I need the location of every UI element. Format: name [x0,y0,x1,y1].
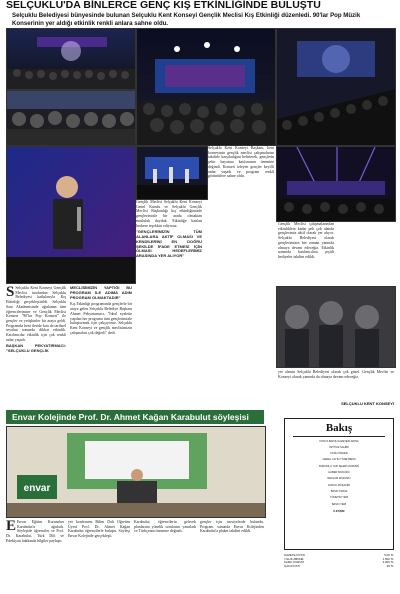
stage-image [137,29,275,145]
concert-photo-center [136,28,276,146]
envar-photo [6,426,266,518]
price-label: GAZETE FİYATI [284,553,305,557]
headline: SELÇUKLU'DA BİNLERCE GENÇ KIŞ ETKİNLİĞİNDE BULUŞTU [6,0,321,11]
crowd-image [7,91,135,145]
concert-photo-right [276,28,396,146]
speaker-photo [6,146,136,284]
stage-photo-wide [276,146,396,222]
article2-col4 [200,520,264,592]
article1-col1-text: Selçuklu Kent Konseyi Gençlik Meclisi tarafından Selçuklu Belediyesi katkılarıyla Kış Etkinliği gerçekleştirildi. Selçuklu Saat Akademisinde ağırlanan tüm öğrencilerimize ve Gençlik Meclisi Konseri "90'lar Pop Konseri" ile gençler ve yetişkinler bir araya geldi. Programda kent ileride katı da tarihsel seyahat sonunda dikkat etkinlik. Katılımcılar etkinlik için çok renkli anlar yaşadı. [6,286,66,342]
price-value: 5,00 TL [384,553,394,557]
article1-col3 [136,200,202,406]
divider [293,436,385,437]
price-label: KAMU KURUM [284,560,304,565]
envar-logo-text: envar [23,483,51,494]
imprint-line: HUKUK MÜŞAVİRİ [327,483,351,487]
auditorium-image [7,427,265,517]
price-table [284,554,394,568]
article2-col2 [68,520,130,592]
article2-col4-text: gençler için tavsiyelerde bulundu. Program sonunda Envar Kolejinden Karabulut'a plaket takdim edildi. [200,520,264,534]
dropcap: S [6,286,15,300]
price-value: 1.500 TL [382,556,394,561]
price-row [284,565,394,569]
imprint-line: İMTİYAZ SAHİBİ [329,445,349,449]
article2-col3-text: Karabulut, öğrencilerin gelecek planlarına yönelik sorularını yanıtladı ve Türkçenin önemine değindi. [134,520,196,534]
stage-photo-small [136,146,208,200]
article2-col3 [134,520,196,592]
price-label: İLAN FİYATI [284,563,300,568]
crowd-photo-left [6,90,136,146]
article1-col2-text: Kış Etkinliği programında gençlerle bir araya gelen Selçuklu Belediye Başkanı Ahmet Pekyatırmacı, "İdeal eyalette yapılan her programı tüm gençlerimizle buluşturmak için çalışıyoruz. Selçuklu Kent Konseyi ve gençlik meclisimizin çalışmaları çok değerli" dedi. [70,302,132,335]
article2-dropcap: E [6,520,17,534]
imprint-line: REKLAM MÜDÜRÜ [327,477,351,481]
article1-col4 [208,146,274,406]
article1-col2 [70,286,132,406]
article2-col1 [6,520,64,592]
imprint-box [284,418,394,550]
venue-image [277,29,395,145]
imprint-line: YÖNETİM YERİ [329,496,349,500]
audience-image [277,287,395,367]
price-value: 35 TL [386,563,394,568]
price-label: YILLIK ABONE [284,556,304,561]
article1-col4-text: Selçuklu Kent Konseyi Başkanı, kent konseyinin gençlik meclisi çalışmalarını takdirle karşıladığını belirterek, gençlerin şehir hayatına katılımının önemine değindi. Konseri izleyen gençler keyifli anlar yaşadı ve program renkli görüntülere sahne oldu. [208,146,274,179]
deck: Selçuklu Belediyesi bünyesinde bulunan Selçuklu Kent Konseyi Gençlik Meclisi Kış Etkinliği düzenledi. 90'lar Pop Müzik Konserinin yer aldığı etkinlik renkli anlara sahne oldu. [12,12,361,27]
article1-col1 [6,286,66,406]
article1-col3-subhead: "GENÇLERİMİZİN TÜM ALANLARA AKTİF OLMASI VE KENDİLERİNİ EN DOĞRU ŞEKİLDE İFADE ETMESİ İÇİN OLMASI HEDEFLERİMİZ ARASINDA YER ALIYOR" [136,229,202,259]
article2-banner: Envar Kolejinde Prof. Dr. Ahmet Kağan Karabulut söyleşisi [6,410,264,424]
article1-col5 [278,222,334,284]
caption-right-text: yer alması Selçuklu Belediyesi olarak çok güzel. Gençlik Meclisi ve Konseyi olarak yanında da olmaya devam edeceğiz. [278,370,394,379]
speaker-image [7,147,135,283]
article2-col2-text: yer konferansı Bilim Dalı Öğretim Üyesi Prof. Dr. Ahmet Kağan Karabulut öğrencilerle buluştu. Söyleşi Envar Kolejinde gerçekleşti. [68,520,130,539]
bakis-logo: Bakış [325,422,353,434]
article1-col1-subhead: BAŞKAN PEKYATIRMACI: "SELÇUKLU GENÇLİK [6,343,66,354]
audience-photo [276,286,396,368]
price-value: 2.000 TL [382,560,394,565]
concert-image [7,29,135,89]
imprint-line: SORUMLU YAZI İŞLERİ MÜDÜRÜ [318,464,360,468]
article2-col1-text: Envar Eğitim Kurumları Karabulut'u ağırladı. Söyleşide öğrenciler ve Prof. Dr. Karabulut, Türk Dili ve Edebiyatı hakkında bilgiler paylaştı. [6,520,64,543]
band-image [137,147,207,199]
article1-col3-text: Gençlik Meclisi Selçuklu Kent Konseyi Genel Kurulu ve Selçuklu Gençlik Meclisi Başkanlığı kış etkinliğimizde gençlerimizle bir arada olmaktan mutluluk duyduk. Etkinliğe katılan herkese teşekkür ediyoruz. [136,200,202,228]
imprint-line: GENEL YAYIN YÖNETMENİ [322,458,356,462]
imprint-line: HABER MÜDÜRÜ [328,471,350,475]
imprint-line: BASKI YERİ [331,502,347,506]
imprint-line: BASKI TARİHİ [330,489,348,493]
caption-right [278,370,394,402]
imprint-line: FATİH ÖNDER [330,452,348,456]
imprint-line: KONYA BAKIŞ GAZETESİ ADINA [319,439,359,443]
imprint-footer: İLETİŞİM [333,509,345,513]
article1-col5-text: Gençlik Meclisi çalışmalarından etkinliklere kadar pek çok alanda gençlerimiz aktif olarak yer alıyor. Selçuklu Belediyesi olarak gençlerimizin her zaman yanında olmaya devam edeceğiz. Etkinlik sonunda katılımcılara çeşitli hediyeler takdim edildi. [278,222,334,259]
signature: SELÇUKLU KENT KONSEYİ [341,401,394,406]
concert-photo-left [6,28,136,90]
article1-col2-subhead: MECLİSİMİZİN YAPTIĞI BU PROGRAM İLE ADIMA ADIM PROGRAM OLMAKTADIR" [70,286,132,300]
stage-lights-image [277,147,395,221]
imprint-lines [285,440,393,506]
